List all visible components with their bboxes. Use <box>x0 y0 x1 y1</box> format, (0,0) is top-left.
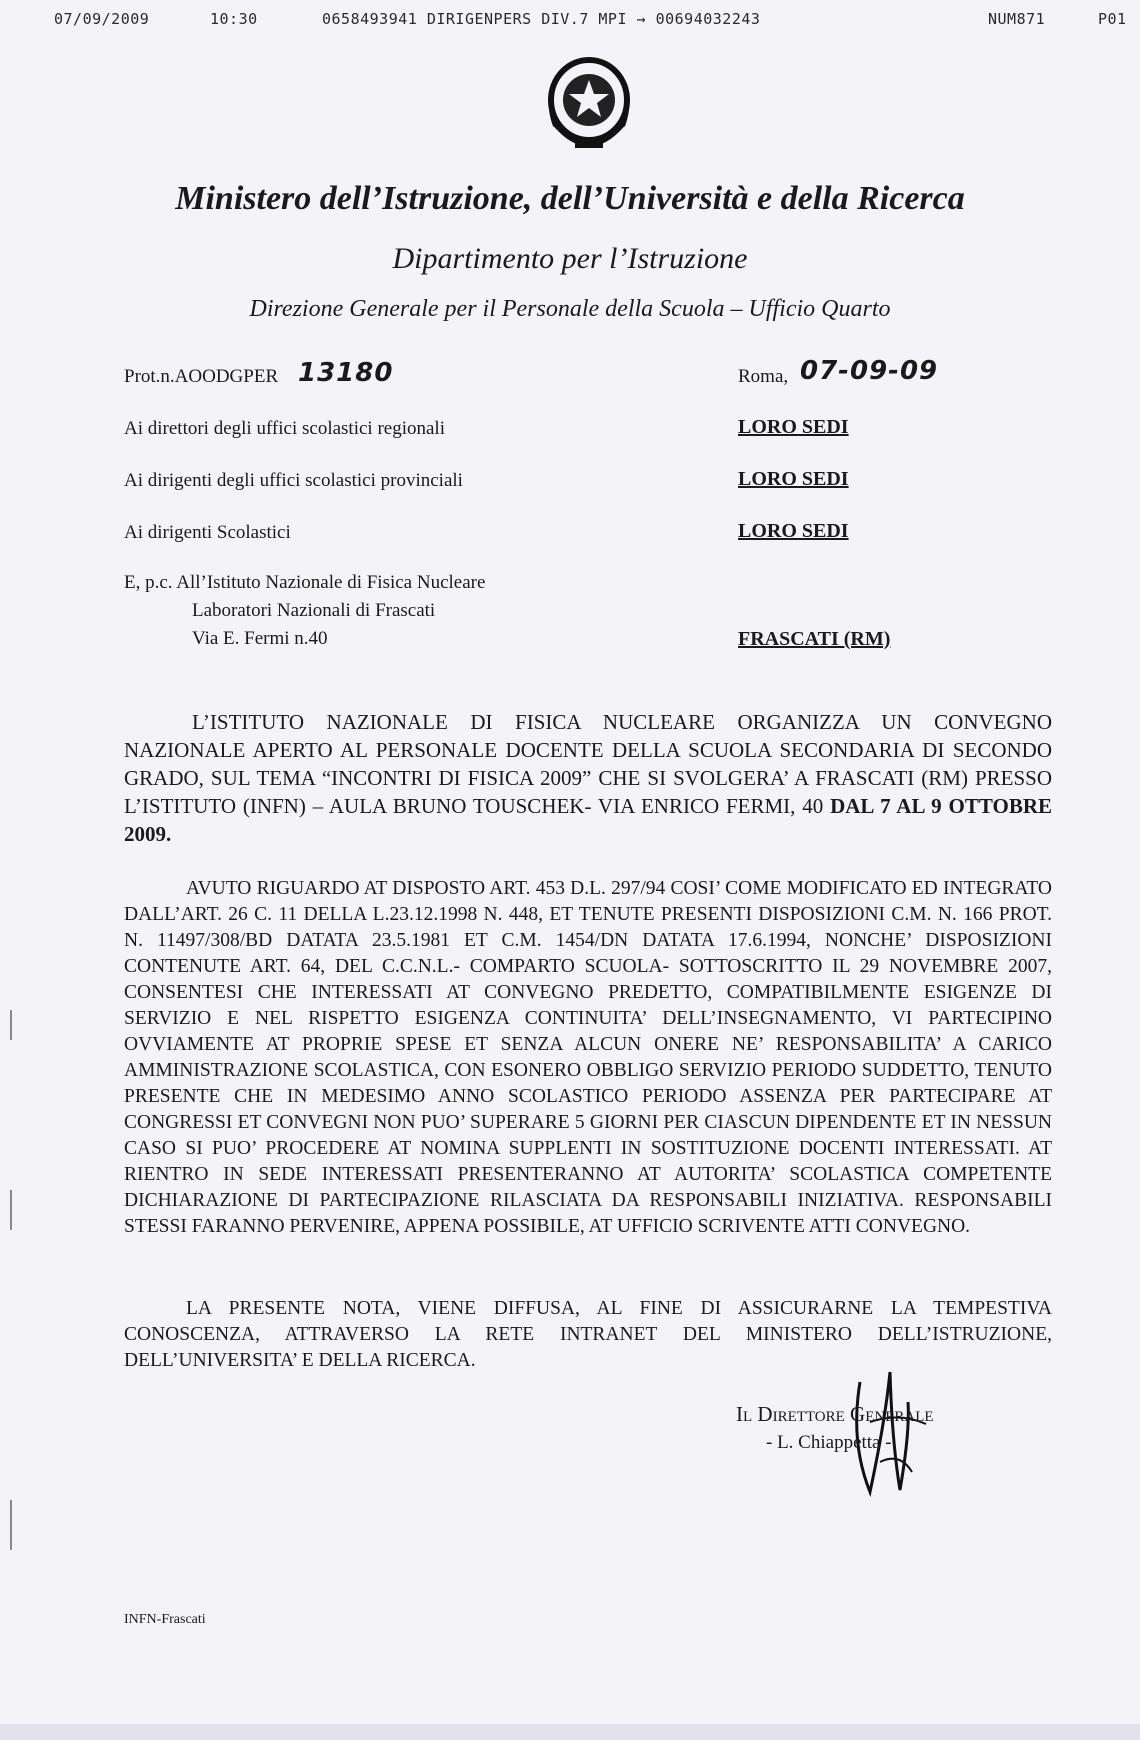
recipient-name: Ai direttori degli uffici scolastici regionali <box>124 418 445 439</box>
recipient-destination: LORO SEDI <box>738 468 849 490</box>
body-paragraph <box>124 876 1052 1240</box>
fax-num: NUM871 <box>988 10 1046 28</box>
fax-page: P01 <box>1098 10 1127 28</box>
fax-time: 10:30 <box>210 10 258 28</box>
protocol-label: Prot.n.AOODGPER <box>124 366 279 387</box>
cc-destination: FRASCATI (RM) <box>738 628 891 650</box>
scan-artifact <box>10 1500 12 1550</box>
paragraph-text: L’ISTITUTO NAZIONALE DI FISICA NUCLEARE ORGANIZZA UN CONVEGNO NAZIONALE APERTO AL PERSONALE DOCENTE DELLA SCUOLA SECONDARIA DI SECONDO GRADO, SUL TEMA “INCONTRI DI FISICA 2009” CHE SI SVOLGERA’ A FRASCATI (RM) PRESSO L’ISTITUTO (INFN) – AULA BRUNO TOUSCHEK- VIA ENRICO FERMI, 40 <box>124 710 1052 818</box>
scan-artifact <box>10 1190 12 1230</box>
protocol-number: 13180 <box>298 358 394 388</box>
recipient-destination: LORO SEDI <box>738 520 849 542</box>
direction-name: Direzione Generale per il Personale della Scuola – Ufficio Quarto <box>249 296 891 322</box>
scan-artifact <box>10 1010 12 1040</box>
scan-bottom-edge <box>0 1724 1140 1740</box>
recipient-name: Ai dirigenti Scolastici <box>124 522 291 543</box>
footer-note: INFN-Frascati <box>124 1612 206 1627</box>
signatory-title: Il Direttore Generale <box>736 1402 934 1426</box>
body-paragraph <box>124 708 1052 848</box>
cc-line: Via E. Fermi n.40 <box>192 628 328 649</box>
recipient-destination: LORO SEDI <box>738 416 849 438</box>
fax-date: 07/09/2009 <box>54 10 150 28</box>
ministry-name: Ministero dell’Istruzione, dell’Università e della Ricerca <box>175 180 965 217</box>
cc-line: Laboratori Nazionali di Frascati <box>192 600 436 621</box>
paragraph-text: AVUTO RIGUARDO AT DISPOSTO ART. 453 D.L. 297/94 COSI’ COME MODIFICATO ED INTEGRATO DALL’ART. 26 C. 11 DELLA L.23.12.1998 N. 448, ET TENUTE PRESENTI DISPOSIZIONI C.M. N. 166 PROT. N. 11497/308/BD DATATA 23.5.1981 ET C.M. 1454/DN DATATA 17.6.1994, NONCHE’ DISPOSIZIONI CONTENUTE ART. 64, DEL C.C.N.L.- COMPARTO SCUOLA- SOTTOSCRITTO IL 29 NOVEMBRE 2007, CONSENTESI CHE INTERESSATI AT CONVEGNO PREDETTO, COMPATIBILMENTE ESIGENZE DI SERVIZIO E NEL RISPETTO ESIGENZA CONTINUITA’ DELL’INSEGNAMENTO, VI PARTECIPINO OVVIAMENTE AT PROPRIE SPESE ET SENZA ALCUN ONERE NE’ RESPONSABILITA’ A CARICO AMMINISTRAZIONE SCOLASTICA, CON ESONERO OBBLIGO SERVIZIO PERIODO SUDDETTO, TENUTO PRESENTE CHE IN MEDESIMO ANNO SCOLASTICO PERIODO ASSENZA PER PARTECIPARE AT CONGRESSI ET CONVEGNI NON PUO’ SUPERARE 5 GIORNI PER CIASCUN DIPENDENTE ET IN NESSUN CASO SI PUO’ PROCEDERE AT NOMINA SUPPLENTI IN SOSTITUZIONE DOCENTI INTERESSATI. AT RIENTRO IN SEDE INTERESSATI PRESENTERANNO AT AUTORITA’ SCOLASTICA COMPETENTE DICHIARAZIONE DI PARTECIPAZIONE RILASCIATA DA RESPONSABILI INIZIATIVA. RESPONSABILI STESSI FARANNO PERVENIRE, APPENA POSSIBILE, AT UFFICIO SCRIVENTE ATTI CONVEGNO. <box>124 878 1052 1237</box>
letter-date: 07-09-09 <box>800 356 939 386</box>
department-name: Dipartimento per l’Istruzione <box>392 242 748 275</box>
event-dates: DAL 7 AL 9 OTTOBRE 2009. <box>124 794 1052 846</box>
republic-emblem-icon <box>545 54 633 158</box>
signatory-name: - L. Chiappetta - <box>766 1432 892 1453</box>
paragraph-text: LA PRESENTE NOTA, VIENE DIFFUSA, AL FINE DI ASSICURARNE LA TEMPESTIVA CONOSCENZA, ATTRAVERSO LA RETE INTRANET DEL MINISTERO DELL’ISTRUZIONE, DELL’UNIVERSITA’ E DELLA RICERCA. <box>124 1298 1052 1371</box>
fax-route: 0658493941 DIRIGENPERS DIV.7 MPI → 00694032243 <box>322 10 761 28</box>
cc-line: E, p.c. All’Istituto Nazionale di Fisica Nucleare <box>124 572 486 593</box>
recipient-name: Ai dirigenti degli uffici scolastici provinciali <box>124 470 463 491</box>
place-label: Roma, <box>738 366 789 387</box>
